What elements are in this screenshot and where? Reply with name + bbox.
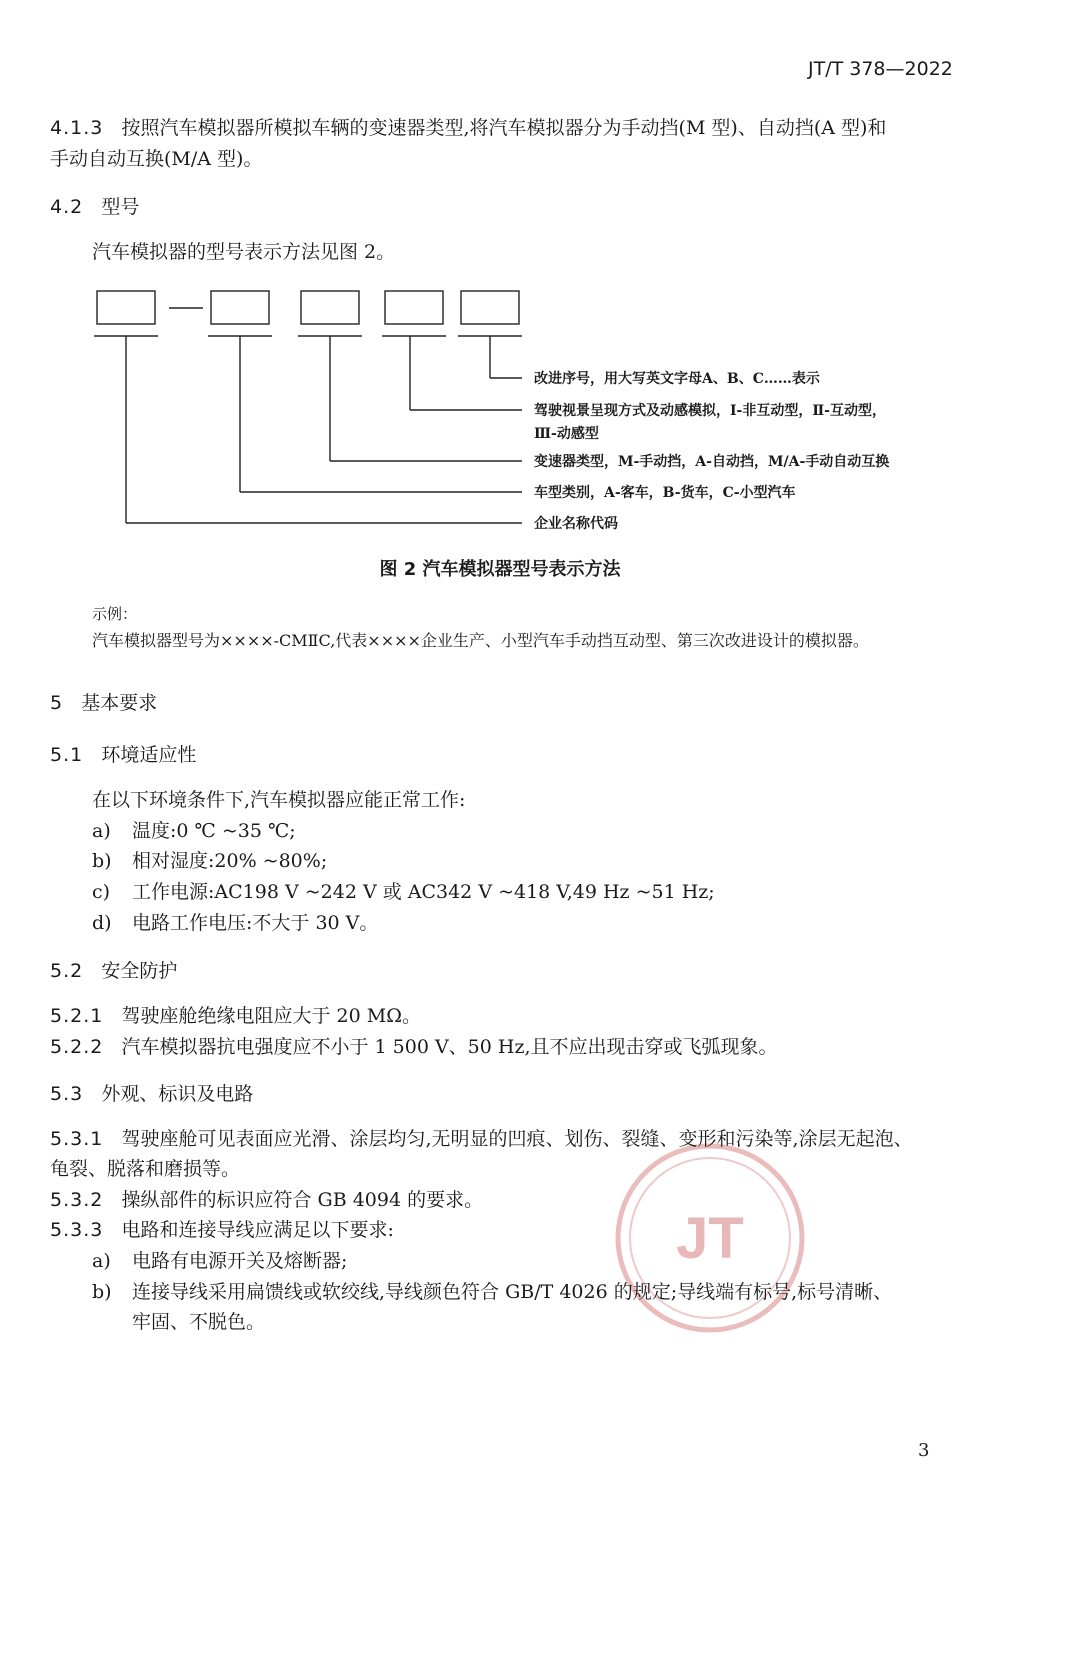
figure-caption: 图 2 汽车模拟器型号表示方法 — [379, 559, 621, 580]
clause-number: 5.3.2 — [50, 1189, 104, 1211]
list-item — [92, 1278, 112, 1306]
diagram-label-improvement: 改进序号，用大写英文字母A、B、C……表示 — [534, 371, 820, 387]
clause-number: 5.3.3 — [50, 1219, 104, 1241]
seal-text: JT — [676, 1206, 744, 1271]
code-box-5 — [461, 291, 519, 324]
code-box-1 — [97, 291, 155, 324]
clause-text: 操纵部件的标识应符合 GB 4094 的要求。 — [121, 1189, 484, 1211]
list-item — [92, 847, 112, 875]
diagram-label-display-cont: Ⅲ-动感型 — [534, 426, 599, 442]
clause-text: 按照汽车模拟器所模拟车辆的变速器类型,将汽车模拟器分为手动挡(M 型)、自动挡(A 型)和 — [121, 117, 887, 139]
list-marker: b) — [92, 1281, 112, 1303]
list-item-text: 连接导线采用扁馈线或软绞线,导线颜色符合 GB/T 4026 的规定;导线端有标号,标号清晰、 — [132, 1281, 893, 1303]
list-marker: a) — [92, 820, 111, 842]
section-5-1-intro: 在以下环境条件下,汽车模拟器应能正常工作: — [92, 789, 466, 811]
section-number: 5.1 — [50, 744, 84, 766]
list-item — [92, 909, 112, 937]
clause-number: 5.3.1 — [50, 1128, 104, 1150]
section-number: 5 — [50, 692, 64, 714]
section-5-1-heading — [50, 740, 196, 767]
example-text: 汽车模拟器型号为××××-CMⅡC,代表××××企业生产、小型汽车手动挡互动型、第三次改进设计的模拟器。 — [92, 631, 869, 650]
list-item-text: 相对湿度:20% ~80%; — [132, 850, 328, 872]
standard-code: JT/T 378—2022 — [808, 58, 953, 80]
clause-5-3-1 — [50, 1125, 913, 1153]
list-item-text: 电路工作电压:不大于 30 V。 — [132, 912, 379, 934]
jt-seal-watermark — [612, 1140, 808, 1336]
clause-5-2-2 — [50, 1033, 778, 1061]
list-marker: a) — [92, 1250, 111, 1272]
clause-number: 5.2.2 — [50, 1036, 104, 1058]
section-number: 5.3 — [50, 1083, 84, 1105]
list-item — [92, 1247, 111, 1275]
list-marker: b) — [92, 850, 112, 872]
section-title: 基本要求 — [81, 692, 158, 714]
clause-number: 4.1.3 — [50, 117, 104, 139]
clause-5-3-3 — [50, 1216, 394, 1244]
section-title: 环境适应性 — [101, 744, 197, 766]
diagram-label-transmission: 变速器类型，M-手动挡，A-自动挡，M/A-手动自动互换 — [534, 454, 890, 470]
example-label: 示例： — [92, 605, 138, 623]
page-number: 3 — [918, 1440, 930, 1461]
section-5-2-heading — [50, 956, 177, 983]
list-item — [92, 817, 111, 845]
clause-text: 电路和连接导线应满足以下要求: — [121, 1219, 394, 1241]
code-box-3 — [301, 291, 359, 324]
code-box-2 — [211, 291, 269, 324]
code-box-4 — [385, 291, 443, 324]
list-marker: c) — [92, 881, 111, 903]
clause-number: 5.2.1 — [50, 1005, 104, 1027]
section-number: 4.2 — [50, 196, 84, 218]
clause-text: 汽车模拟器抗电强度应不小于 1 500 V、50 Hz,且不应出现击穿或飞弧现象。 — [121, 1036, 778, 1058]
list-item-text: 工作电源:AC198 V ~242 V 或 AC342 V ~418 V,49 Hz ~51 Hz; — [132, 881, 715, 903]
section-5-heading — [50, 688, 157, 715]
list-item-text: 电路有电源开关及熔断器; — [132, 1250, 348, 1272]
section-4-2-text: 汽车模拟器的型号表示方法见图 2。 — [92, 241, 396, 263]
diagram-label-display: 驾驶视景呈现方式及动感模拟，Ⅰ-非互动型，Ⅱ-互动型， — [534, 403, 886, 419]
diagram-label-vehicle-type: 车型类别，A-客车，B-货车，C-小型汽车 — [534, 485, 796, 501]
clause-text: 驾驶座舱可见表面应光滑、涂层均匀,无明显的凹痕、划伤、裂缝、变形和污染等,涂层无起泡、 — [121, 1128, 913, 1150]
diagram-label-company: 企业名称代码 — [534, 516, 618, 532]
section-5-3-heading — [50, 1079, 253, 1106]
clause-5-3-1-cont: 龟裂、脱落和磨损等。 — [50, 1158, 241, 1180]
clause-text: 驾驶座舱绝缘电阻应大于 20 MΩ。 — [121, 1005, 421, 1027]
section-title: 型号 — [101, 196, 140, 218]
list-item — [92, 878, 110, 906]
model-code-diagram — [0, 0, 1080, 560]
clause-5-2-1 — [50, 1002, 421, 1030]
list-item-text-cont: 牢固、不脱色。 — [132, 1311, 266, 1333]
list-item-text: 温度:0 ℃ ~35 ℃; — [132, 820, 296, 842]
section-number: 5.2 — [50, 960, 84, 982]
clause-5-3-2 — [50, 1186, 483, 1214]
section-title: 外观、标识及电路 — [101, 1083, 254, 1105]
list-marker: d) — [92, 912, 112, 934]
clause-4-1-3-cont: 手动自动互换(M/A 型)。 — [50, 148, 263, 170]
section-title: 安全防护 — [101, 960, 178, 982]
